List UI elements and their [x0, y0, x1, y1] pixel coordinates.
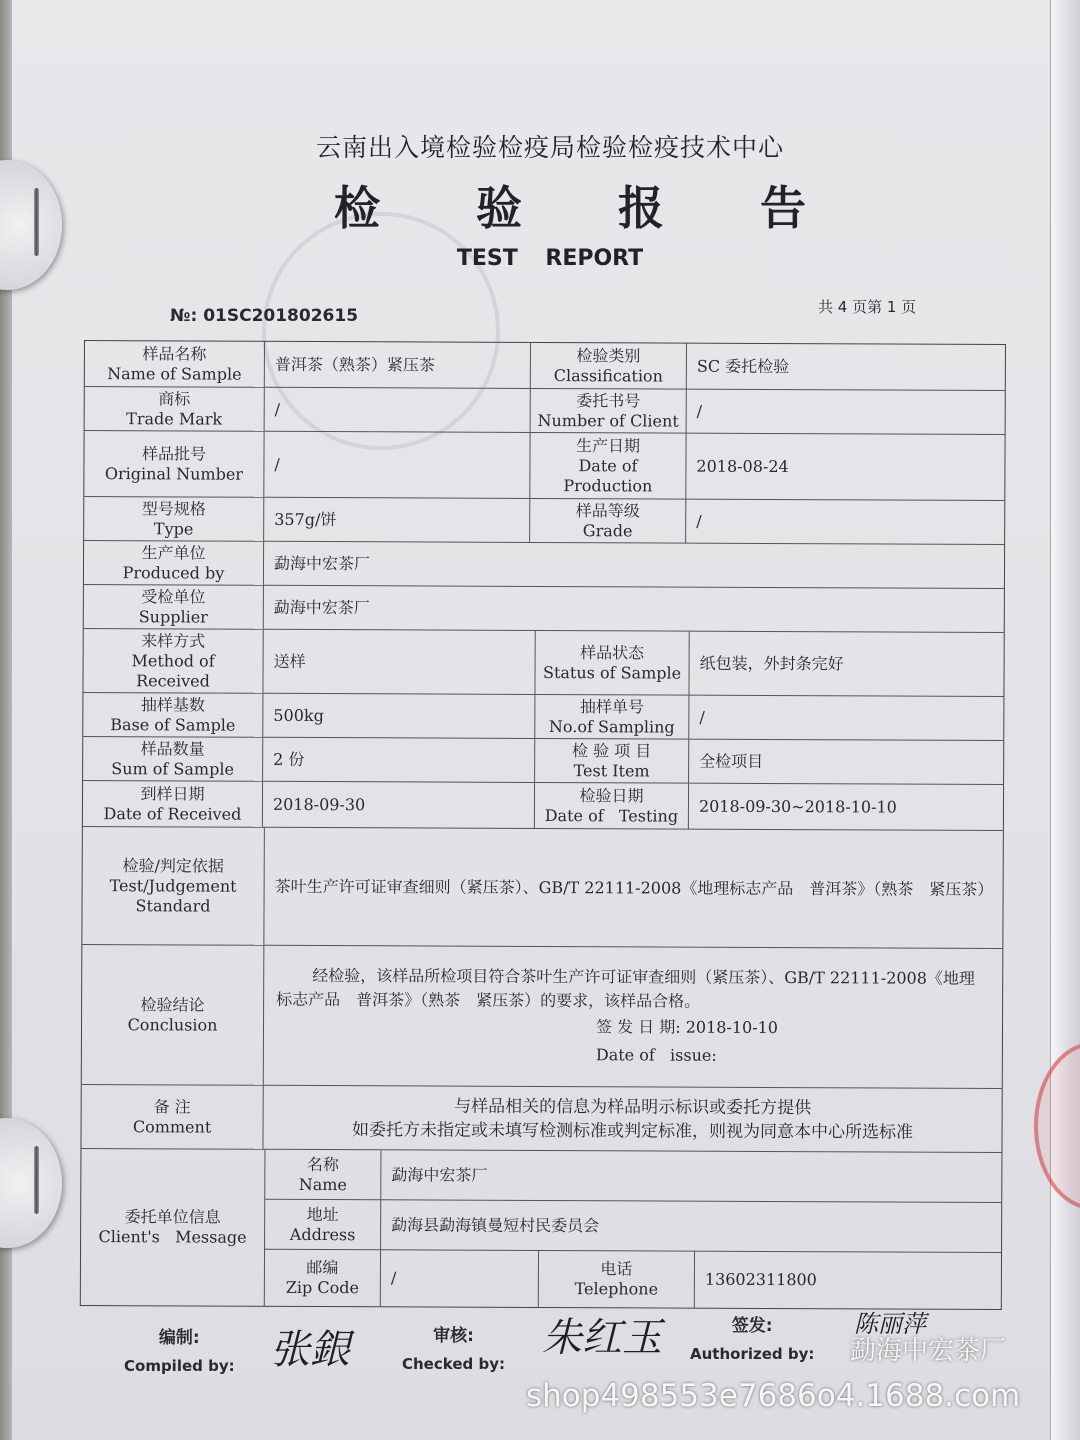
staple-pin-icon	[34, 1146, 39, 1214]
value-type: 357g/饼	[264, 498, 530, 543]
value-received-date: 2018-09-30	[263, 782, 535, 829]
compiled-signature: 张銀	[270, 1327, 350, 1373]
label-supplier: 受检单位 Supplier	[84, 585, 264, 630]
label-standard: 检验/判定依据 Test/Judgement Standard	[82, 827, 265, 946]
report-table	[80, 340, 1006, 1310]
comment-line-1: 与样品相关的信息为样品明示标识或委托方提供	[454, 1096, 812, 1118]
label-method: 来样方式 Method of Received	[83, 629, 263, 694]
label-conclusion: 检验结论 Conclusion	[82, 945, 265, 1086]
label-produced-by: 生产单位 Produced by	[84, 541, 264, 586]
conclusion-text: 经检验，该样品所检项目符合茶叶生产许可证审查细则（紧压茶）、GB/T 22111-2008《地理标志产品 普洱茶》（熟茶 紧压茶）的要求，该样品合格。	[276, 965, 975, 1011]
label-production-date: 生产日期 Date of Production	[530, 433, 686, 500]
watermark-shop-url: shop498553e7686o4.1688.com	[526, 1378, 1021, 1414]
label-classification: 检验类别 Classification	[531, 343, 687, 390]
label-base: 抽样基数 Base of Sample	[83, 693, 263, 738]
label-sampling-number: 抽样单号 No.of Sampling	[535, 695, 689, 740]
value-client-number: /	[687, 390, 1005, 435]
report-number-value: 01SC201802615	[203, 306, 359, 326]
watermark-shop-name: 勐海中宏茶厂	[850, 1336, 1007, 1366]
value-sampling-number: /	[689, 696, 1003, 741]
value-client-name: 勐海中宏茶厂	[381, 1150, 1001, 1203]
label-received-date: 到样日期 Date of Received	[83, 781, 263, 828]
value-base: 500kg	[263, 694, 535, 739]
value-sample-name: 普洱茶（熟茶）紧压茶	[265, 342, 531, 389]
label-testing-date: 检验日期 Date of Testing	[535, 783, 689, 830]
report-title-en: TEST REPORT	[456, 246, 644, 271]
label-trade-mark: 商标 Trade Mark	[85, 387, 265, 432]
value-supplier: 勐海中宏茶厂	[264, 586, 1004, 633]
value-method: 送样	[263, 630, 535, 695]
value-telephone: 13602311800	[704, 1269, 817, 1290]
value-standard: 茶叶生产许可证审查细则（紧压茶）、GB/T 22111-2008《地理标志产品 普洱茶》（熟茶 紧压茶）	[264, 828, 1003, 949]
issue-date: 签 发 日 期: 2018-10-10	[595, 1016, 779, 1037]
label-zip-code: 邮编 Zip Code	[265, 1250, 381, 1307]
comment-line-2: 如委托方未指定或未填写检测标准或判定标准，则视为同意本中心所选标准	[352, 1119, 914, 1143]
value-client-address: 勐海县勐海镇曼短村民委员会	[381, 1200, 1001, 1253]
label-client-message: 委托单位信息 Client's Message	[81, 1149, 266, 1306]
label-sum: 样品数量 Sum of Sample	[83, 737, 263, 782]
issue-date-en: Date of issue:	[595, 1044, 717, 1065]
label-client-address: 地址 Address	[265, 1200, 381, 1251]
value-status: 纸包装，外封条完好	[689, 632, 1003, 697]
report-number-label: №:	[170, 306, 198, 326]
label-type: 型号规格 Type	[84, 497, 264, 542]
label-grade: 样品等级 Grade	[530, 499, 686, 544]
label-client-number: 委托书号 Number of Client	[531, 389, 687, 434]
report-title: 检 验 报 告	[333, 181, 847, 235]
value-production-date: 2018-08-24	[686, 434, 1004, 501]
page-count: 共 4 页第 1 页	[818, 298, 917, 316]
value-test-item: 全检项目	[689, 740, 1003, 785]
value-produced-by: 勐海中宏茶厂	[264, 542, 1004, 589]
compiled-by-label: 编制: Compiled by:	[124, 1328, 235, 1375]
label-comment: 备 注 Comment	[81, 1085, 263, 1150]
checked-signature: 朱红玉	[542, 1315, 662, 1361]
authorized-by-label: 签发: Authorized by:	[690, 1316, 815, 1363]
center-name: 云南出入境检验检疫局检验检疫技术中心	[315, 133, 784, 162]
label-original-number: 样品批号 Original Number	[84, 431, 264, 498]
label-test-item: 检 验 项 目 Test Item	[535, 739, 689, 784]
value-sum: 2 份	[263, 738, 535, 783]
label-sample-name: 样品名称 Name of Sample	[85, 341, 265, 388]
value-original-number: /	[264, 432, 530, 499]
value-testing-date: 2018-09-30~2018-10-10	[689, 784, 1003, 831]
label-status: 样品状态 Status of Sample	[535, 631, 689, 696]
value-comment	[263, 1086, 1001, 1153]
value-classification: SC 委托检验	[687, 344, 1005, 391]
label-telephone: 电话 Telephone	[539, 1251, 695, 1308]
value-zip-code: /	[381, 1250, 539, 1307]
checked-by-label: 审核: Checked by:	[402, 1326, 505, 1373]
value-grade: /	[686, 500, 1004, 545]
authorized-signature: 陈丽萍	[854, 1310, 926, 1338]
value-trade-mark: /	[265, 388, 531, 433]
label-client-name: 名称 Name	[265, 1150, 381, 1201]
report-number	[170, 306, 358, 326]
value-conclusion	[264, 946, 1003, 1089]
